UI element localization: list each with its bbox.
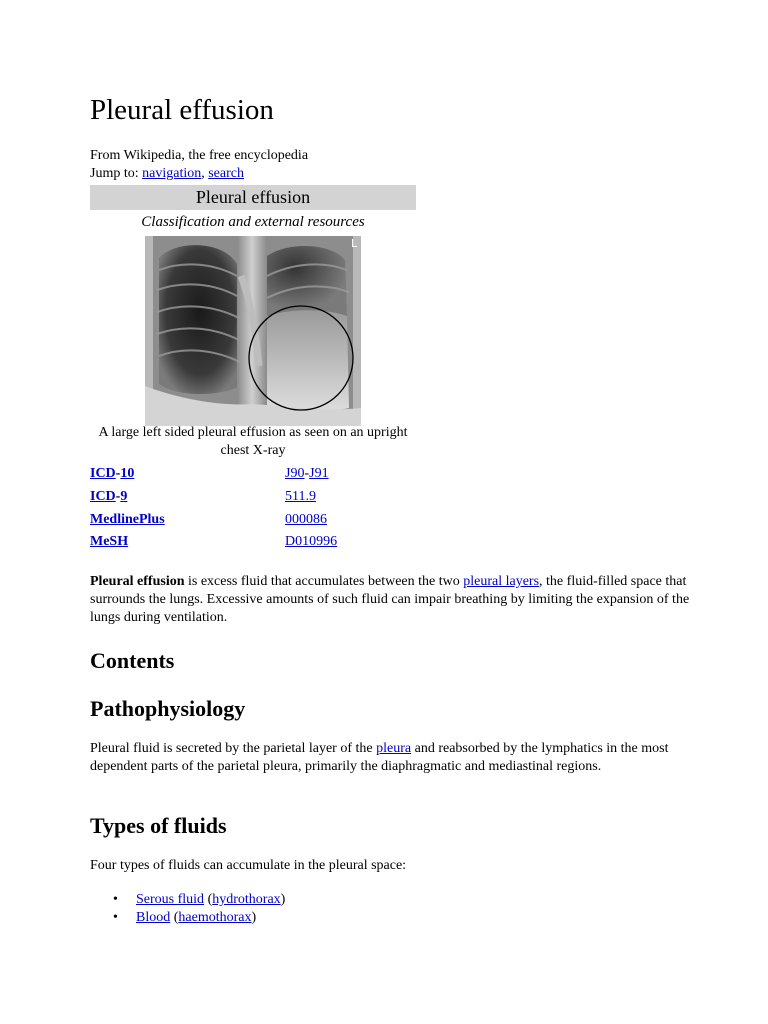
paren-open: ( [204,892,213,907]
key-separator: - [115,489,121,504]
pleura-link[interactable]: pleura [376,741,412,756]
image-caption: A large left sided pleural effusion as seen on an upright chest X-ray [98,425,408,458]
pleural-layers-link[interactable]: pleural layers [463,574,540,589]
blood-link[interactable]: Blood [136,910,171,925]
hydrothorax-link[interactable]: hydrothorax [212,892,281,907]
haemothorax-link[interactable]: haemothorax [178,910,252,925]
contents-heading: Contents [90,648,175,673]
infobox-key-mesh [90,533,128,551]
jump-separator: , [201,166,209,181]
medlineplus-link[interactable]: MedlinePlus [90,512,165,527]
serous-fluid-link[interactable]: Serous fluid [136,892,205,907]
list-item [90,909,285,927]
infobox-value-mesh [285,533,337,551]
infobox-key-medlineplus [90,511,165,529]
source-line: From Wikipedia, the free encyclopedia [90,148,309,163]
medlineplus-code-link[interactable]: 000086 [285,512,327,527]
mesh-link[interactable]: MeSH [90,534,129,549]
bullet-icon: • [113,892,118,907]
infobox-heading: Pleural effusion [90,185,416,210]
infobox-key-icd9 [90,488,127,506]
page-title: Pleural effusion [90,94,274,126]
jump-line [90,165,244,183]
pathophysiology-paragraph [90,740,690,776]
icd-10-link[interactable]: 10 [120,466,135,481]
intro-paragraph [90,573,690,627]
key-separator: - [115,466,121,481]
icd-9-link[interactable]: 9 [120,489,128,504]
icd-link[interactable]: ICD [90,466,116,481]
chest-xray-image [145,236,361,426]
infobox-value-icd9 [285,488,316,506]
fluid-types-list [90,891,285,927]
patho-text-1: Pleural fluid is secreted by the parietal layer of the [90,741,377,756]
paren-close: ) [251,910,257,925]
infobox-key-icd10 [90,465,134,483]
intro-text-1: is excess fluid that accumulates between the two [184,574,464,589]
icd9-code-link[interactable]: 511.9 [285,489,316,504]
patho-text-2: and reabsorbed by the lymphatics in the most dependent parts of the parietal pleura, primarily the diaphragmatic and mediastinal regions. [90,741,669,774]
list-item [90,891,285,909]
jump-navigation-link[interactable]: navigation [142,166,202,181]
types-intro: Four types of fluids can accumulate in the pleural space: [90,858,407,873]
infobox-value-medlineplus [285,511,327,529]
paren-close: ) [280,892,286,907]
xray-side-marker: L [351,237,358,250]
pathophysiology-heading: Pathophysiology [90,696,246,721]
bullet-icon: • [113,910,118,925]
intro-text-2: , the fluid-filled space that surrounds the lungs. Excessive amounts of such fluid can impair breathing by limiting the expansion of the lungs during ventilation. [90,574,690,625]
value-separator: - [304,466,310,481]
infobox-subheading: Classification and external resources [141,214,365,230]
types-of-fluids-heading: Types of fluids [90,813,227,838]
icd-link[interactable]: ICD [90,489,116,504]
jump-prefix: Jump to: [90,166,143,181]
jump-search-link[interactable]: search [208,166,244,181]
paren-open: ( [170,910,179,925]
icd10-code-j91-link[interactable]: J91 [309,466,329,481]
mesh-code-link[interactable]: D010996 [285,534,338,549]
infobox-value-icd10 [285,465,329,483]
intro-bold-term: Pleural effusion [90,574,185,589]
icd10-code-j90-link[interactable]: J90 [285,466,305,481]
